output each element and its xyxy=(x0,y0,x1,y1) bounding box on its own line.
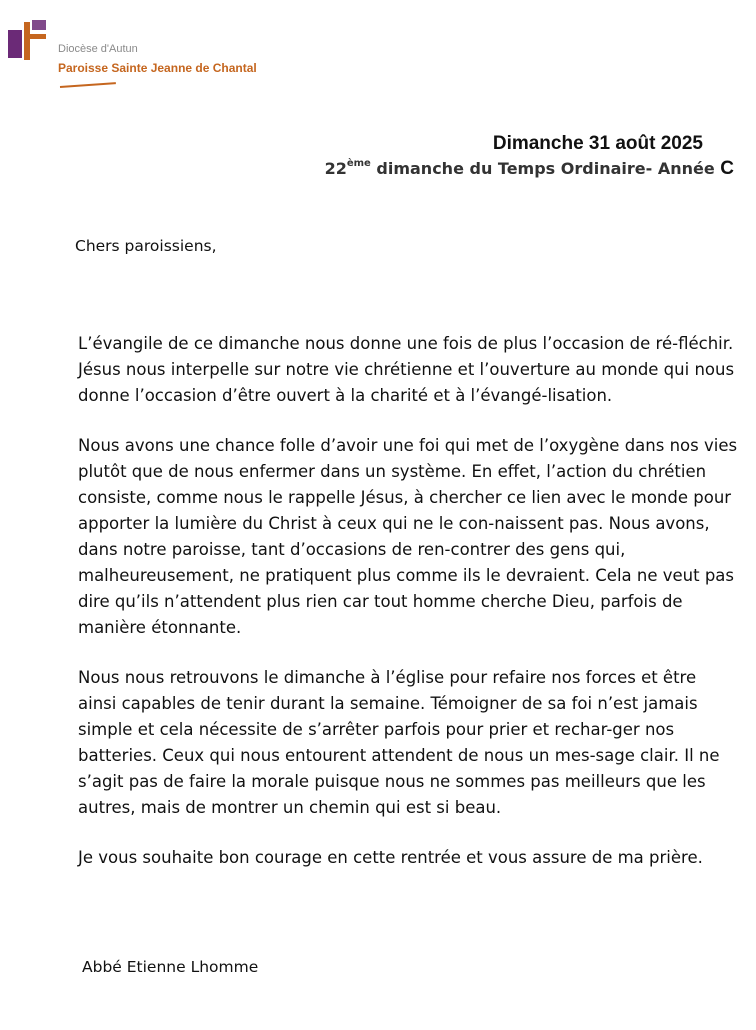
paragraph-3: Nous nous retrouvons le dimanche à l’église pour refaire nos forces et être ainsi capables de tenir durant la semaine. Témoigner de sa foi n’est jamais simple et cela nécessite de s’arrêter parfois pour prier et rechar-ger nos batteries. Ceux qui nous entourent attendent de nous un mes-sage clair. Il ne s’agit pas de faire la morale puisque nous ne sommes pas meilleurs que les autres, mais de montrer un chemin qui est si beau. xyxy=(78,668,720,817)
letter-body xyxy=(78,331,738,895)
signature: Abbé Etienne Lhomme xyxy=(82,958,259,976)
salutation: Chers paroissiens, xyxy=(75,237,217,255)
parish-logo xyxy=(8,20,268,100)
paragraph-1: L’évangile de ce dimanche nous donne une fois de plus l’occasion de ré-fléchir. Jésus nous interpelle sur notre vie chrétienne et l’ouverture au monde qui nous donne l’occasion d’être ouvert à la charité et à l’évangé-lisation. xyxy=(78,334,735,405)
letter-date: Dimanche 31 août 2025 xyxy=(492,133,703,154)
paragraph-2: Nous avons une chance folle d’avoir une foi qui met de l’oxygène dans nos vies plutôt que de nous enfermer dans un système. En effet, l’action du chrétien consiste, comme nous le rappelle Jésus, à chercher ce lien avec le monde pour apporter la lumière du Christ à ceux qui ne le con-naissent pas. Nous avons, dans notre paroisse, tant d’occasions de ren-contrer des gens qui, malheureusement, ne pratiquent plus comme ils le devraient. Cela ne veut pas dire qu’ils n’attendent plus rien car tout homme cherche Dieu, parfois de manière étonnante. xyxy=(78,436,738,637)
liturgy-year: C xyxy=(720,158,734,179)
liturgy-suffix: ème xyxy=(346,157,371,169)
logo-underline xyxy=(60,82,116,88)
liturgy-text: dimanche du Temps Ordinaire- Année xyxy=(370,159,721,178)
diocese-name: Diocèse d'Autun xyxy=(58,43,138,55)
liturgy-number: 22 xyxy=(324,159,347,178)
parish-name: Paroisse Sainte Jeanne de Chantal xyxy=(58,61,257,75)
cross-logo-icon xyxy=(8,20,48,62)
paragraph-4: Je vous souhaite bon courage en cette rentrée et vous assure de ma prière. xyxy=(78,848,703,867)
liturgical-sunday xyxy=(325,158,734,180)
